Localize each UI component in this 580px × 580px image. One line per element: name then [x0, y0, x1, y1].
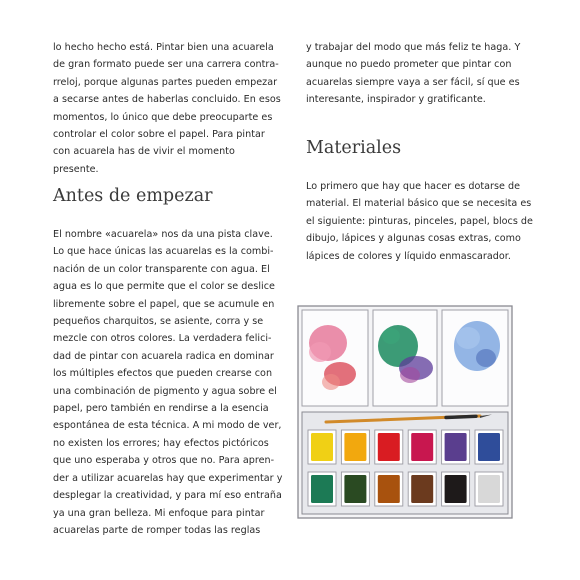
paint-color — [478, 433, 500, 461]
section-heading-materiales: Materiales — [306, 138, 402, 158]
body-paragraph: Lo primero que hay que hacer es dotarse de material. El material básico que se necesita es el siguiente: pinturas, pinceles, papel, blocs de dibujo, lápices y algunas cosas extras, como lápices de colores y líquido enmascarador. — [306, 181, 533, 262]
paint-color — [445, 475, 467, 503]
paint-color — [311, 475, 333, 503]
paint-color — [378, 433, 400, 461]
body-paragraph: El nombre «acuarela» nos da una pista clave. Lo que hace únicas las acuarelas es la combi-nación de un color transparente con agua. El agua es lo que permite que el color se deslice libremente sobre el papel, que se acumule en pequeños charquitos, se asiente, corra y se mezcle con otros colores. La verdadera felici-dad de pintar con acuarela radica en dominar los múltiples efectos que pueden crearse con una combinación de pigmento y agua sobre el papel, pero también en rendirse a la esencia espontánea de esta técnica. A mi modo de ver, no existen los errores; hay efectos pictóricos que uno esperaba y otros que no. Para apren-der a utilizar acuarelas hay que experimentar y desplegar la creatividad, y para mí eso entraña ya una gran belleza. Mi enfoque para pintar acuarelas parte de romper todas las reglas — [53, 229, 283, 536]
paint-color — [411, 433, 433, 461]
paint-color — [411, 475, 433, 503]
section-heading-antes-de-empezar: Antes de empezar — [53, 186, 213, 206]
body-paragraph: lo hecho hecho está. Pintar bien una acuarela de gran formato puede ser una carrera contra-rreloj, porque algunas partes pueden empezar a secarse antes de haberlas concluido. En esos momentos, lo único que debe preocuparte es controlar el color sobre el papel. Para pintar con acuarela has de vivir el momento presente. — [53, 42, 281, 175]
watercolor-palette-icon — [296, 300, 514, 522]
paint-color — [478, 475, 500, 503]
paint-color — [344, 475, 366, 503]
paint-color — [311, 433, 333, 461]
paint-color — [378, 475, 400, 503]
paint-color — [344, 433, 366, 461]
body-paragraph: y trabajar del modo que más feliz te haga. Y aunque no puedo prometer que pintar con acuarelas siempre vaya a ser fácil, sí que es interesante, inspirador y gratificante. — [306, 42, 521, 106]
watercolor-palette-illustration — [296, 300, 514, 522]
paint-color — [445, 433, 467, 461]
